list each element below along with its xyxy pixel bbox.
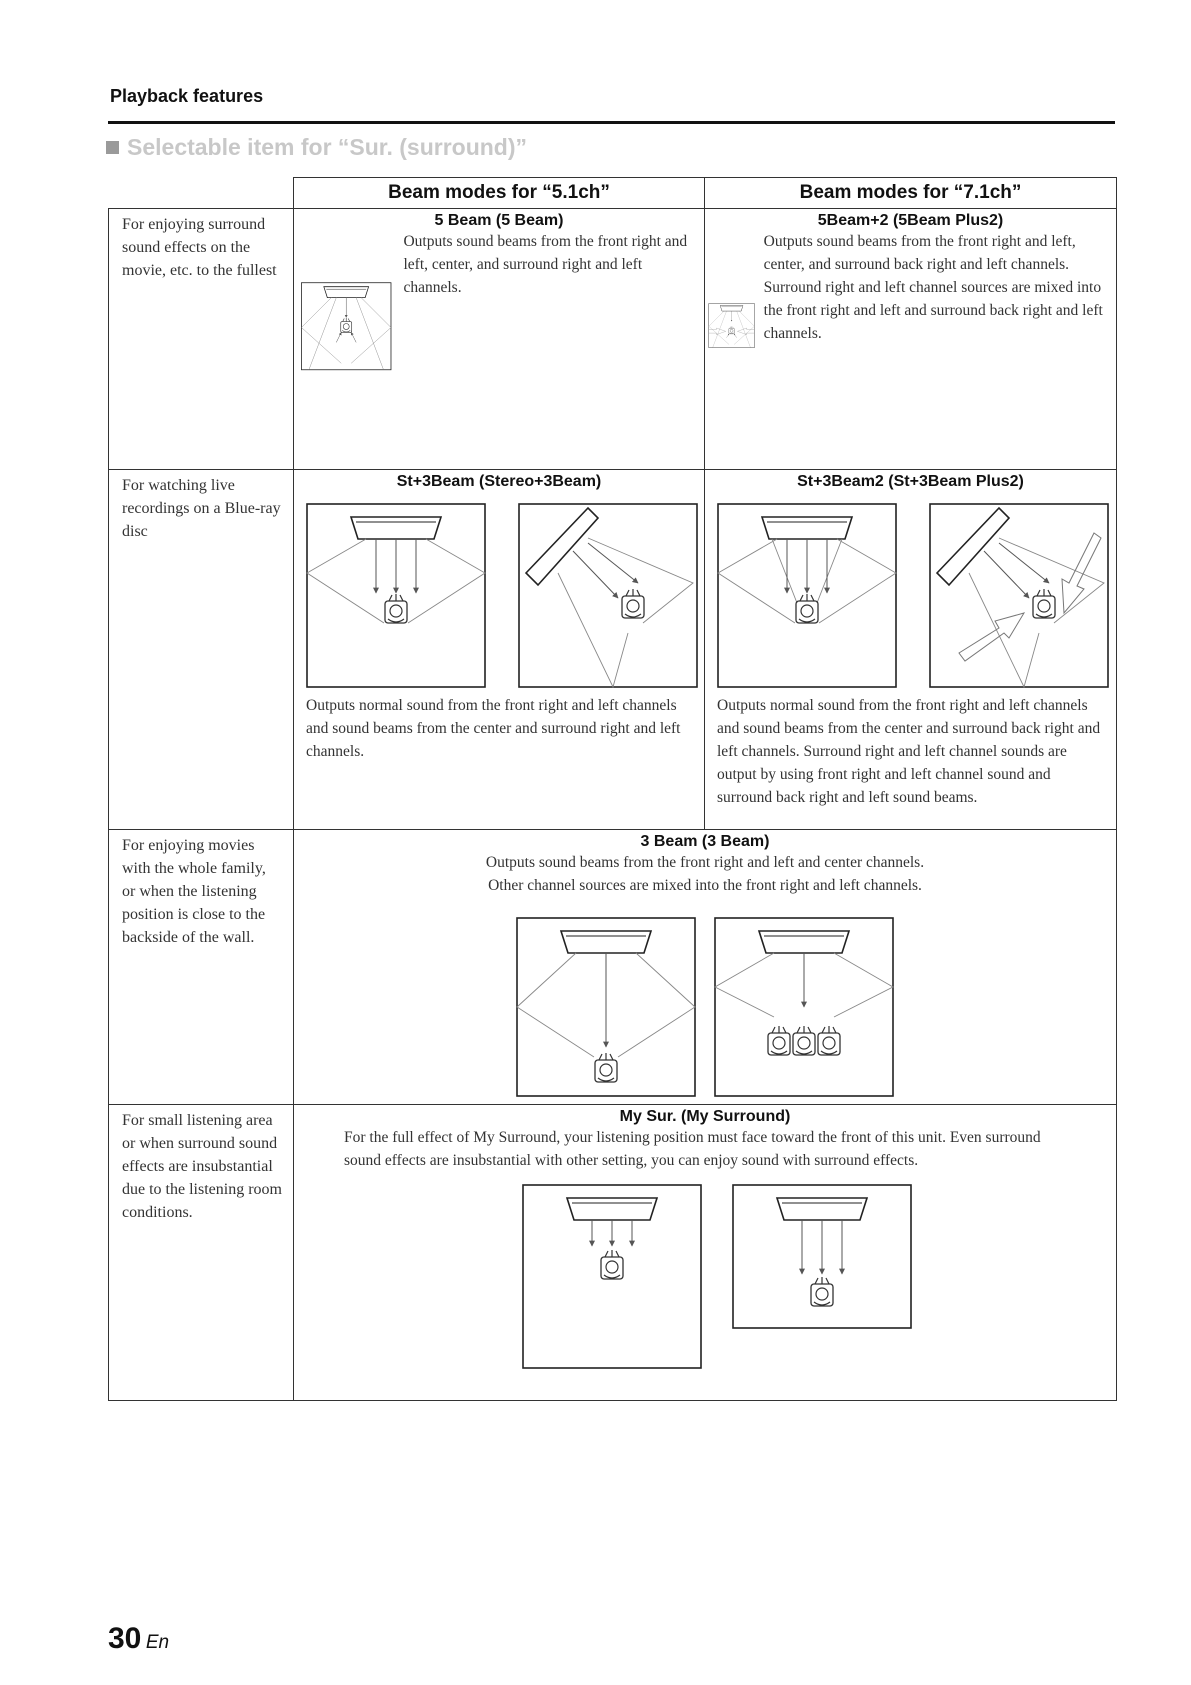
- mode-cell-shared: [294, 830, 1117, 1105]
- 3beam-front-diagram: [516, 917, 696, 1097]
- my-surround-small-diagram: [732, 1184, 912, 1329]
- my-surround-room-diagram: [522, 1184, 702, 1369]
- stereo-3beam2-front-diagram: [717, 503, 897, 688]
- col-header-51: Beam modes for “5.1ch”: [294, 178, 705, 209]
- mode-name: My Sur. (My Surround): [619, 1108, 791, 1125]
- table-row: [109, 1105, 1117, 1401]
- table-row: [109, 209, 1117, 470]
- mode-cell-71: [705, 470, 1117, 830]
- mode-description-line2: Other channel sources are mixed into the front right and left channels.: [488, 877, 922, 894]
- stereo-3beam2-side-diagram: [929, 503, 1109, 688]
- mode-description: Outputs sound beams from the front right and left, center, and surround back right and left channels. Surround right and left channel sources are mixed into the front right and left and surround back right and left channels.: [763, 233, 1103, 342]
- section-bullet-icon: [106, 141, 119, 154]
- use-case-cell: For enjoying movies with the whole family, or when the listening position is close to the backside of the wall.: [109, 830, 294, 1105]
- stereo-3beam-side-diagram: [518, 503, 698, 688]
- mode-description: Outputs normal sound from the front right and left channels and sound beams from the center and surround right and left channels.: [306, 697, 681, 760]
- mode-name: 5Beam+2 (5Beam Plus2): [817, 212, 1004, 229]
- mode-cell-51: [294, 209, 705, 470]
- page-language: En: [145, 1632, 170, 1653]
- mode-description-line1: Outputs sound beams from the front right and left and center channels.: [485, 854, 925, 871]
- table-corner: [109, 178, 294, 209]
- table-row: [109, 830, 1117, 1105]
- 3beam-family-diagram: [714, 917, 894, 1097]
- col-header-71: Beam modes for “7.1ch”: [705, 178, 1117, 209]
- 5beam-diagram: [294, 230, 393, 420]
- mode-description: Outputs sound beams from the front right and left, center, and surround right and left channels.: [403, 233, 688, 296]
- use-case-cell: For enjoying surround sound effects on the movie, etc. to the fullest: [109, 209, 294, 470]
- mode-description: For the full effect of My Surround, your listening position must face toward the front of this unit. Even surround sound effects are insubstantial with other setting, you can enjoy sound with surround effects.: [344, 1129, 1041, 1169]
- mode-name: 5 Beam (5 Beam): [434, 212, 564, 229]
- mode-description: Outputs normal sound from the front right and left channels and sound beams from the center and surround back right and left channels. Surround right and left channel sounds are output by using front right and left channel sound and surround back right and left sound beams.: [717, 697, 1101, 806]
- section-title: [106, 134, 527, 161]
- table-row: [109, 470, 1117, 830]
- page-number: [108, 1622, 169, 1656]
- mode-name: St+3Beam2 (St+3Beam Plus2): [797, 473, 1024, 490]
- section-title-text: Selectable item for “Sur. (surround)”: [127, 134, 528, 160]
- mode-cell-shared: [294, 1105, 1117, 1401]
- page-header: Playback features: [110, 86, 264, 106]
- beam-modes-table: [108, 177, 1117, 1401]
- stereo-3beam-front-diagram: [306, 503, 486, 688]
- use-case-cell: For small listening area or when surround sound effects are insubstantial due to the listening room conditions.: [109, 1105, 294, 1401]
- mode-name: 3 Beam (3 Beam): [640, 833, 770, 850]
- page-number-value: 30: [108, 1622, 142, 1655]
- 5beam-plus2-diagram: [705, 230, 756, 420]
- header-rule: [108, 121, 1115, 124]
- use-case-cell: For watching live recordings on a Blue-ray disc: [109, 470, 294, 830]
- mode-cell-71: [705, 209, 1117, 470]
- mode-name: St+3Beam (Stereo+3Beam): [396, 473, 602, 490]
- mode-cell-51: [294, 470, 705, 830]
